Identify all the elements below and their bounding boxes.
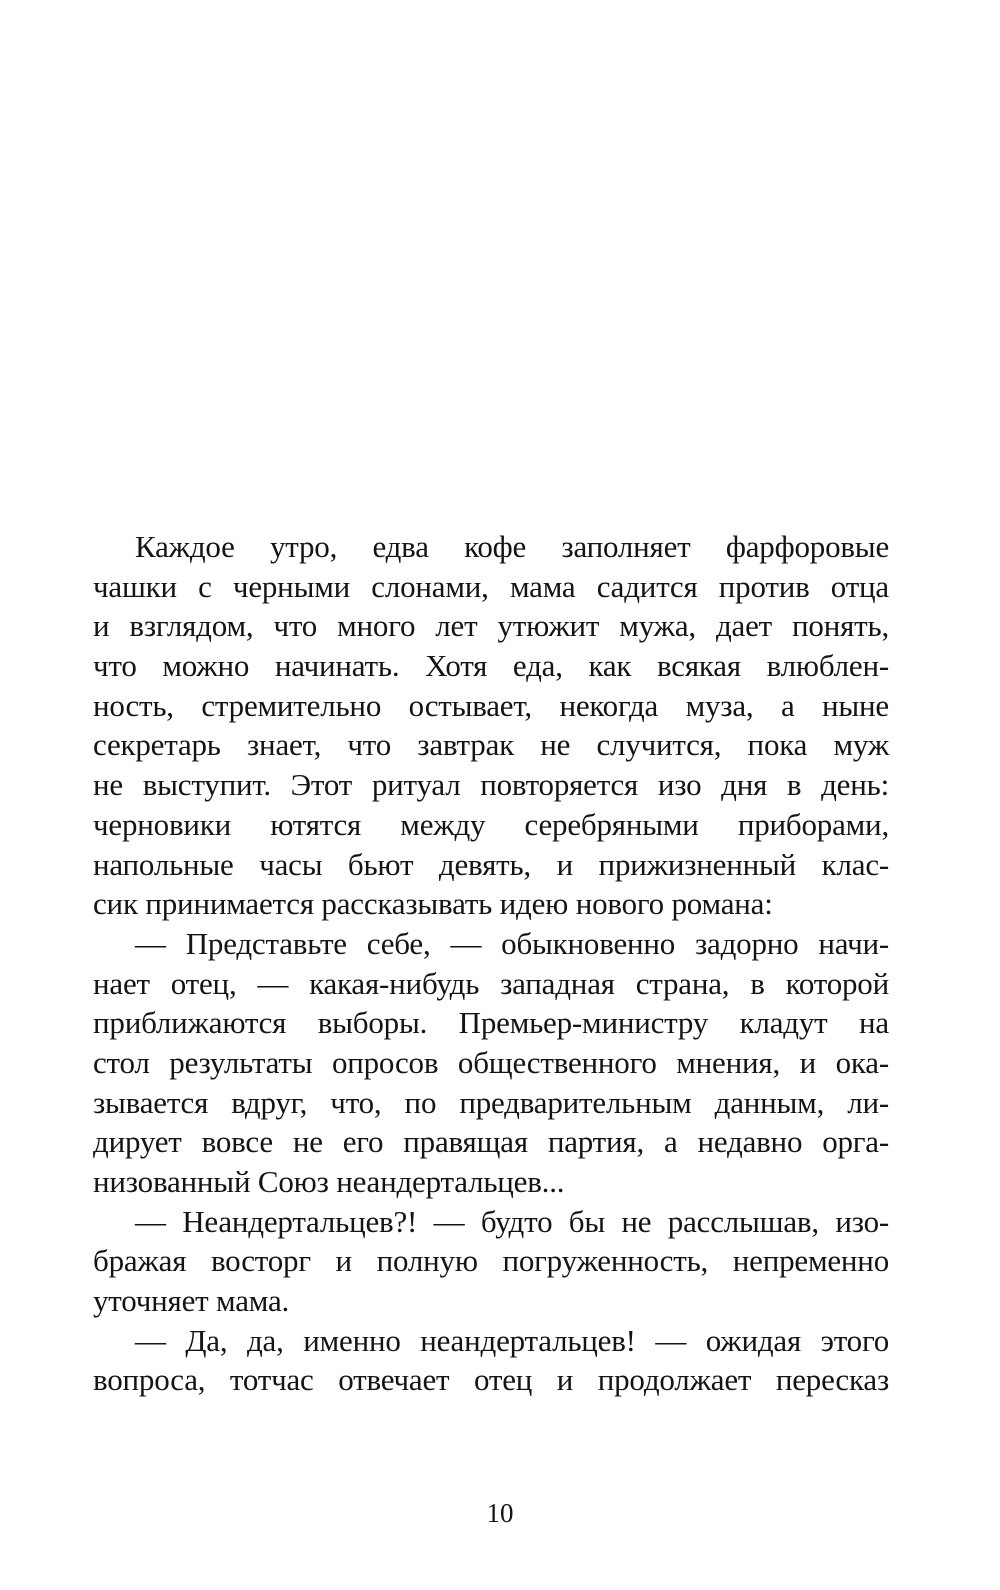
text-line: бражая восторг и полную погруженность, непременно bbox=[93, 1243, 889, 1279]
text-line: чашки с черными слонами, мама садится против отца bbox=[93, 568, 889, 604]
text-line: нает отец, — какая-нибудь западная страна, в которой bbox=[93, 965, 889, 1001]
text-line: сик принимается рассказывать идею нового романа: bbox=[93, 886, 773, 922]
text-line: напольные часы бьют девять, и прижизненный клас- bbox=[93, 846, 889, 882]
text-line: вопроса, тотчас отвечает отец и продолжает пересказ bbox=[93, 1362, 889, 1398]
text-line: ность, стремительно остывает, некогда муза, а ныне bbox=[93, 687, 889, 723]
text-line: стол результаты опросов общественного мнения, и ока- bbox=[93, 1044, 889, 1080]
page-number: 10 bbox=[486, 1498, 514, 1528]
text-line: низованный Союз неандертальцев... bbox=[93, 1164, 565, 1199]
text-line: — Да, да, именно неандертальцев! — ожидая этого bbox=[135, 1322, 889, 1358]
text-line: что можно начинать. Хотя еда, как всякая влюблен- bbox=[93, 648, 889, 684]
text-line: не выступит. Этот ритуал повторяется изо дня в день: bbox=[93, 767, 889, 803]
text-line: секретарь знает, что завтрак не случится, пока муж bbox=[93, 727, 889, 763]
text-line: приближаются выборы. Премьер-министру кладут на bbox=[93, 1005, 889, 1041]
text-line: уточняет мама. bbox=[93, 1283, 290, 1319]
text-line: и взглядом, что много лет утюжит мужа, дает понять, bbox=[93, 608, 889, 644]
text-line: зывается вдруг, что, по предварительным данным, ли- bbox=[93, 1084, 889, 1120]
page-body-text bbox=[93, 527, 889, 1400]
text-line: черновики ютятся между серебряными приборами, bbox=[93, 806, 889, 842]
text-line: — Представьте себе, — обыкновенно задорно начи- bbox=[135, 925, 889, 961]
text-line: Каждое утро, едва кофе заполняет фарфоровые bbox=[135, 529, 889, 564]
text-line: дирует вовсе не его правящая партия, а недавно орга- bbox=[93, 1124, 889, 1160]
text-line: — Неандертальцев?! — будто бы не расслышав, изо- bbox=[135, 1203, 889, 1239]
